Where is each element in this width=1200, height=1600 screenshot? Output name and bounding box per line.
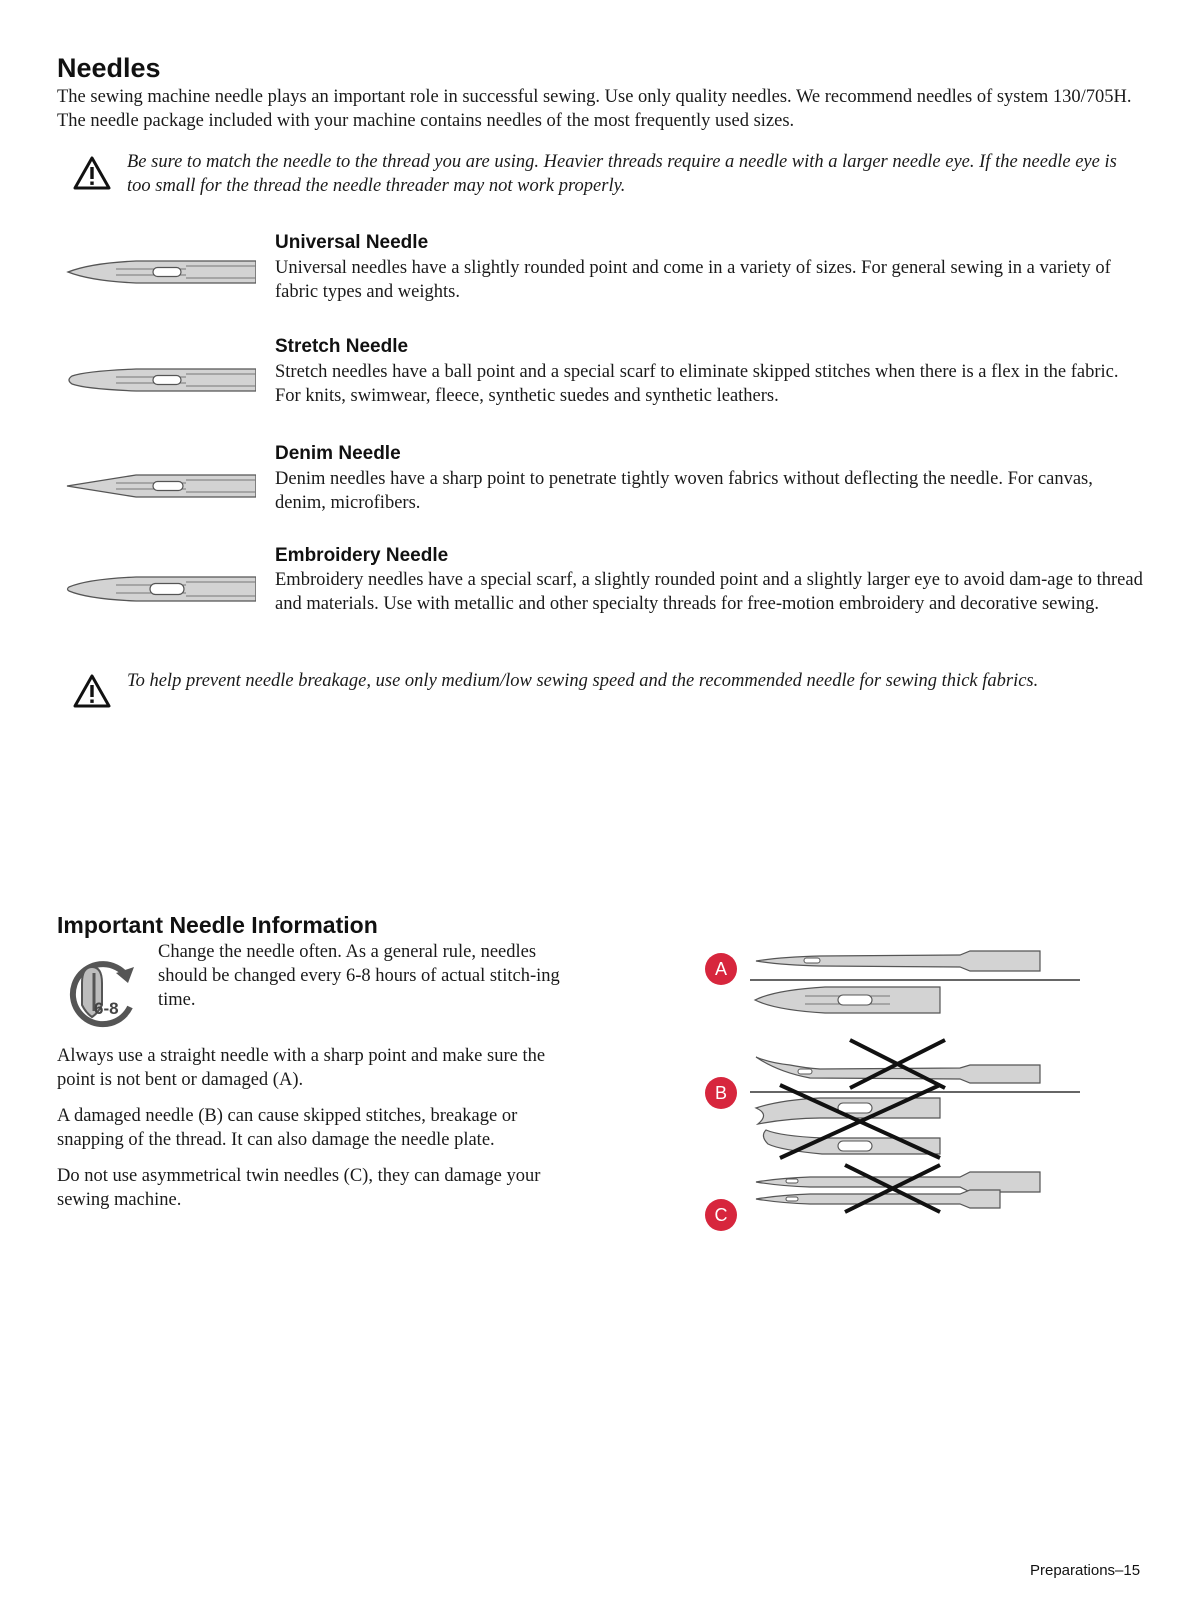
needle-change-interval-icon <box>64 955 140 1031</box>
page-footer: Preparations–15 <box>1030 1562 1141 1579</box>
stretch-needle-illustration <box>66 365 256 395</box>
universal-needle-illustration <box>66 257 256 287</box>
stretch-needle-title: Stretch Needle <box>275 336 409 357</box>
label-b-badge: B <box>705 1077 737 1109</box>
stretch-needle-description: Stretch needles have a ball point and a special scarf to eliminate skipped stitches when there is a flex in the fabric. For knits, swimwear, fleece, synthetic suedes and synthetic leathers. <box>275 362 1119 406</box>
needle-change-interval-label: 6-8 <box>94 999 119 1018</box>
needles-intro: The sewing machine needle plays an important role in successful sewing. Use only quality needles. We recommend needles of system 130/705H. The needle package included with your machine contains needles of the most frequently used sizes. <box>57 87 1132 131</box>
label-c-badge: C <box>705 1199 737 1231</box>
warning-match-needle-thread: Be sure to match the needle to the thread you are using. Heavier threads require a needle with a larger needle eye. If the needle eye is too small for the thread the needle threader may not work properly. <box>127 152 1117 196</box>
warning-triangle-icon <box>72 673 112 709</box>
embroidery-needle-title: Embroidery Needle <box>275 545 449 566</box>
denim-needle-title: Denim Needle <box>275 443 401 464</box>
denim-needle-illustration <box>66 471 256 501</box>
universal-needle-title: Universal Needle <box>275 232 429 253</box>
warning-needle-breakage: To help prevent needle breakage, use only medium/low sewing speed and the recommended needle for sewing thick fabrics. <box>127 671 1039 691</box>
twin-needle-c <box>756 1165 1040 1212</box>
damaged-needle-paragraph: A damaged needle (B) can cause skipped stitches, breakage or snapping of the thread. It can also damage the needle plate. <box>57 1106 518 1150</box>
embroidery-needle-illustration <box>66 574 256 604</box>
straight-needle-paragraph: Always use a straight needle with a sharp point and make sure the point is not bent or damaged (A). <box>57 1046 546 1090</box>
denim-needle-description: Denim needles have a sharp point to penetrate tightly woven fabrics without deflecting the needle. For canvas, denim, microfibers. <box>275 469 1093 513</box>
section-title-needles: Needles <box>57 53 161 83</box>
embroidery-needle-description: Embroidery needles have a special scarf, a slightly rounded point and a slightly larger eye to avoid dam-age to thread and materials. Use with metallic and other specialty threads for free-motion embroidery and decorative sewing. <box>275 570 1143 614</box>
change-needle-text: Change the needle often. As a general rule, needles should be changed every 6-8 hours of actual stitch-ing time. <box>158 942 560 1010</box>
warning-triangle-icon <box>72 155 112 191</box>
universal-needle-description: Universal needles have a slightly rounded point and come in a variety of sizes. For general sewing in a variety of fabric types and weights. <box>275 258 1111 302</box>
label-a-badge: A <box>705 953 737 985</box>
twin-needle-paragraph: Do not use asymmetrical twin needles (C), they can damage your sewing machine. <box>57 1166 541 1210</box>
damaged-needle-b <box>750 1040 1080 1158</box>
straight-needle-a <box>750 951 1080 1013</box>
needle-condition-illustration <box>750 940 1090 1250</box>
section-title-important-needle-information: Important Needle Information <box>57 912 378 938</box>
